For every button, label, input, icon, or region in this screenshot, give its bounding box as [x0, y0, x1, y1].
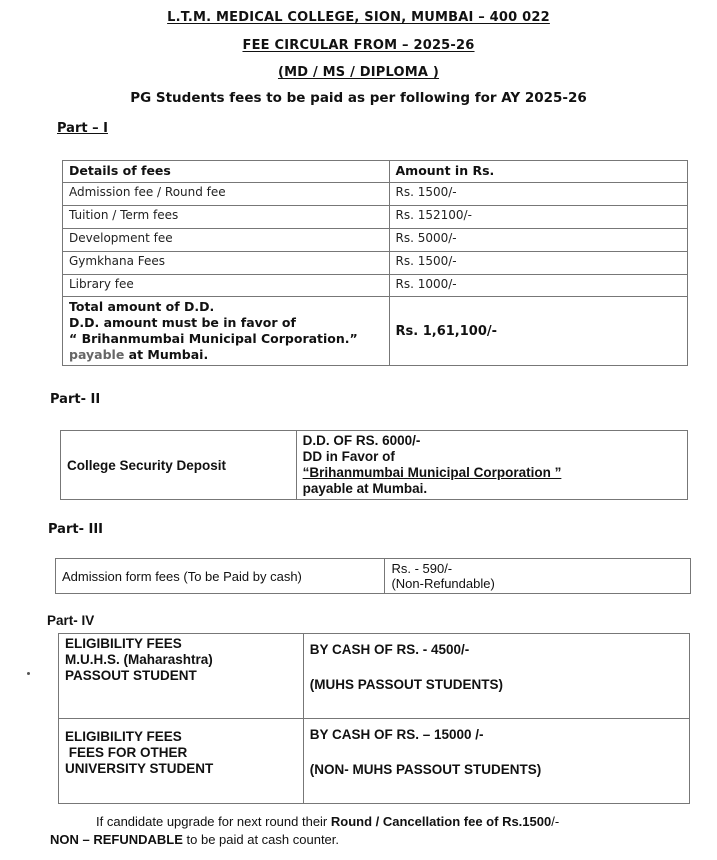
footer-text: If candidate upgrade for next round their: [96, 814, 331, 829]
eligibility-amount: BY CASH OF RS. – 15000 /-: [309, 727, 484, 742]
scan-speck: [27, 672, 30, 675]
eligibility-note: (NON- MUHS PASSOUT STUDENTS): [309, 762, 542, 777]
table-row: [63, 206, 688, 229]
admission-form-fee-label: Admission form fees (To be Paid by cash): [56, 559, 385, 594]
total-description: [63, 297, 390, 366]
table-row: [63, 183, 688, 206]
eligibility-other-label: [59, 719, 304, 804]
total-row: [63, 297, 688, 366]
eligibility-line: FEES FOR OTHER: [65, 745, 188, 760]
fee-amount: Rs. 5000/-: [389, 229, 688, 252]
form-fee-note: (Non-Refundable): [391, 576, 495, 591]
admission-form-fee-amount: [385, 559, 691, 594]
part2-label: Part- II: [50, 392, 101, 407]
dd-favor: DD in Favor of: [302, 449, 395, 464]
eligibility-line: ELIGIBILITY FEES: [65, 729, 182, 744]
table-row: [63, 275, 688, 297]
eligibility-line: ELIGIBILITY FEES: [65, 636, 182, 651]
circular-title: FEE CIRCULAR FROM – 2025-26: [242, 38, 475, 53]
eligibility-line: M.U.H.S. (Maharashtra): [65, 652, 213, 667]
part1-label: Part – I: [57, 121, 108, 136]
table-row: [59, 634, 690, 719]
part4-label: Part- IV: [47, 613, 95, 628]
fee-item: Library fee: [63, 275, 390, 297]
total-line: Total amount of D.D.: [69, 299, 215, 314]
fee-amount: Rs. 1500/-: [389, 183, 688, 206]
footer-line-1: [50, 813, 710, 831]
fee-amount: Rs. 1000/-: [389, 275, 688, 297]
eligibility-amount: BY CASH OF RS. - 4500/-: [309, 642, 470, 657]
col-details-header: Details of fees: [63, 161, 390, 183]
dd-payable: payable at Mumbai.: [302, 481, 428, 496]
part3-label: Part- III: [48, 522, 104, 537]
fee-item: Tuition / Term fees: [63, 206, 390, 229]
part2-table: [60, 430, 688, 500]
dd-amount: D.D. OF RS. 6000/-: [302, 433, 421, 448]
at-mumbai-text: at Mumbai.: [124, 347, 209, 362]
footer-text: /-: [551, 814, 560, 829]
total-line: D.D. amount must be in favor of: [69, 315, 296, 330]
part3-table: [55, 558, 691, 594]
dd-payee: “Brihanmumbai Municipal Corporation ”: [302, 465, 562, 480]
footer-note: [50, 813, 710, 849]
non-refundable-text: NON – REFUNDABLE: [50, 832, 183, 847]
total-amount: Rs. 1,61,100/-: [389, 297, 688, 366]
total-line: [69, 347, 383, 363]
fee-item: Development fee: [63, 229, 390, 252]
eligibility-line: UNIVERSITY STUDENT: [65, 761, 214, 776]
fee-item: Admission fee / Round fee: [63, 183, 390, 206]
security-deposit-amount: [296, 431, 687, 500]
table-header-row: [63, 161, 688, 183]
eligibility-muhs-amount: [303, 634, 689, 719]
part1-table: [62, 160, 688, 366]
table-row: [56, 559, 691, 594]
total-line: “ Brihanmumbai Municipal Corporation.”: [69, 331, 358, 346]
eligibility-note: (MUHS PASSOUT STUDENTS): [309, 677, 503, 692]
fee-amount: Rs. 1500/-: [389, 252, 688, 275]
form-fee-amount: Rs. - 590/-: [391, 561, 453, 576]
eligibility-muhs-label: [59, 634, 304, 719]
col-amount-header: Amount in Rs.: [389, 161, 688, 183]
part4-table: [58, 633, 690, 804]
table-row: [59, 719, 690, 804]
table-row: [61, 431, 688, 500]
footer-line-2: [50, 831, 710, 849]
table-row: [63, 252, 688, 275]
footer-fee-text: Round / Cancellation fee of Rs.1500: [330, 814, 552, 829]
courses-title: (MD / MS / DIPLOMA ): [277, 65, 440, 80]
security-deposit-label: College Security Deposit: [61, 431, 297, 500]
payable-text: payable: [69, 347, 125, 362]
intro-text: PG Students fees to be paid as per following for AY 2025-26: [130, 90, 587, 106]
fee-item: Gymkhana Fees: [63, 252, 390, 275]
eligibility-other-amount: [303, 719, 689, 804]
eligibility-line: PASSOUT STUDENT: [65, 668, 197, 683]
footer-text: to be paid at cash counter.: [182, 832, 340, 847]
college-title: L.T.M. MEDICAL COLLEGE, SION, MUMBAI – 400 022: [167, 10, 550, 25]
table-row: [63, 229, 688, 252]
fee-amount: Rs. 152100/-: [389, 206, 688, 229]
